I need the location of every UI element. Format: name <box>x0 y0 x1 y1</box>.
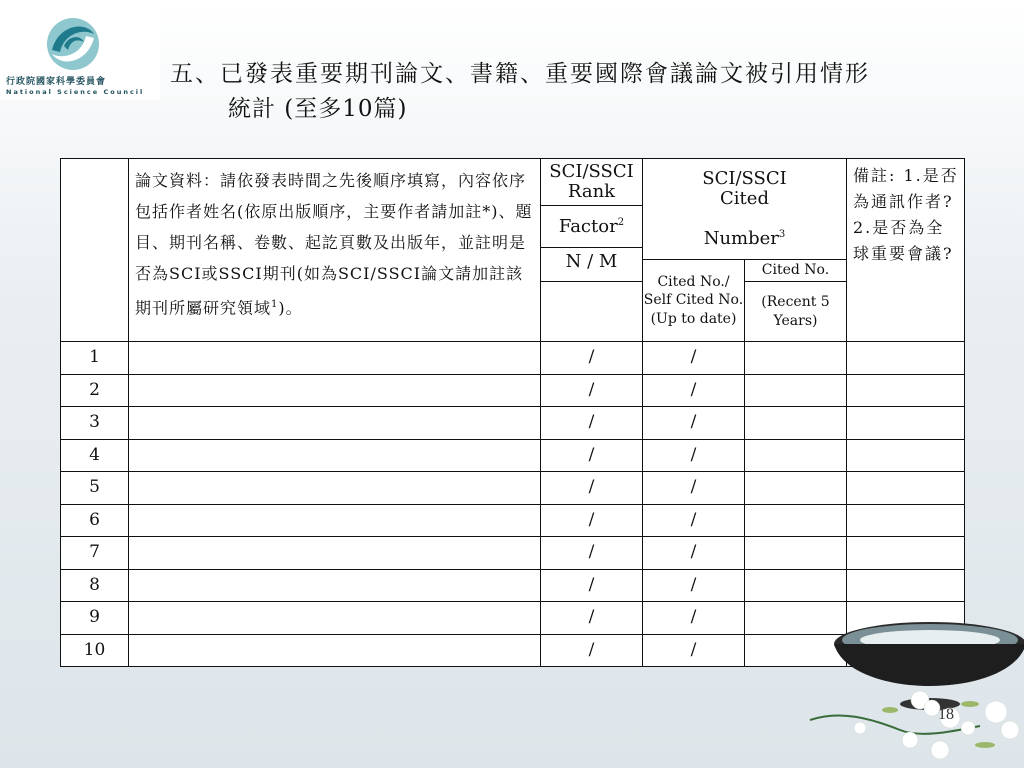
row-number-cell: 5 <box>61 472 129 505</box>
row-paper-info-cell <box>129 602 541 635</box>
row-cited-recent-cell <box>745 439 847 472</box>
row-number-cell: 6 <box>61 504 129 537</box>
cited-line3: Number <box>703 227 779 249</box>
row-paper-info-cell <box>129 407 541 440</box>
row-number-cell: 9 <box>61 602 129 635</box>
row-cited-self-cell: / <box>643 439 745 472</box>
header-cited-recent-a: Cited No. <box>745 260 847 282</box>
row-paper-info-cell <box>129 504 541 537</box>
row-remark-cell <box>847 504 965 537</box>
header-cited-recent-b: (Recent 5 Years) <box>745 282 847 342</box>
row-cited-self-cell: / <box>643 342 745 375</box>
header-row <box>61 159 965 206</box>
table-row <box>61 374 965 407</box>
cited-line2: Cited <box>720 188 769 210</box>
row-paper-info-cell <box>129 374 541 407</box>
row-paper-info-cell <box>129 472 541 505</box>
row-cited-self-cell: / <box>643 407 745 440</box>
table-row <box>61 439 965 472</box>
header-cited-self: Cited No./ Self Cited No. (Up to date) <box>643 260 745 342</box>
row-cited-self-cell: / <box>643 634 745 667</box>
table-row <box>61 472 965 505</box>
row-rank-cell: / <box>541 537 643 570</box>
row-cited-recent-cell <box>745 407 847 440</box>
header-description <box>129 159 541 342</box>
description-text: 論文資料：請依發表時間之先後順序填寫，內容依序包括作者姓名(依原出版順序，主要作者請加註*)、題目、期刊名稱、卷數、起訖頁數及出版年，並註明是否為SCI或SSCI期刊(如為SCI/SSCI論文請加註該期刊所屬研究領域 <box>135 171 533 318</box>
citation-table <box>60 158 965 667</box>
row-cited-recent-cell <box>745 374 847 407</box>
row-remark-cell <box>847 407 965 440</box>
nsc-logo-icon <box>44 16 102 72</box>
header-factor <box>541 206 643 248</box>
row-paper-info-cell <box>129 342 541 375</box>
row-cited-recent-cell <box>745 504 847 537</box>
table-row <box>61 504 965 537</box>
header-rank: SCI/SSCI Rank <box>541 159 643 206</box>
row-number-cell: 2 <box>61 374 129 407</box>
row-rank-cell: / <box>541 407 643 440</box>
row-number-cell: 8 <box>61 569 129 602</box>
row-cited-self-cell: / <box>643 569 745 602</box>
row-number-cell: 10 <box>61 634 129 667</box>
row-remark-cell <box>847 537 965 570</box>
header-remark: 備註: 1.是否為通訊作者? 2.是否為全球重要會議? <box>847 159 965 342</box>
cited-line1: SCI/SSCI <box>702 168 787 190</box>
decorative-bowl-image <box>800 600 1024 768</box>
logo-name-en: National Science Council <box>6 88 145 96</box>
row-paper-info-cell <box>129 537 541 570</box>
factor-label: Factor <box>558 215 618 237</box>
row-rank-cell: / <box>541 602 643 635</box>
header-nm-blank <box>541 282 643 342</box>
description-end: )。 <box>278 298 303 318</box>
slide-title-line1: 五、已發表重要期刊論文、書籍、重要國際會議論文被引用情形 <box>170 61 870 87</box>
row-remark-cell <box>847 569 965 602</box>
page-number: 18 <box>938 706 954 723</box>
row-cited-self-cell: / <box>643 537 745 570</box>
row-paper-info-cell <box>129 569 541 602</box>
row-paper-info-cell <box>129 634 541 667</box>
row-number-cell: 1 <box>61 342 129 375</box>
row-remark-cell <box>847 472 965 505</box>
row-rank-cell: / <box>541 342 643 375</box>
row-cited-recent-cell <box>745 537 847 570</box>
row-rank-cell: / <box>541 569 643 602</box>
header-cited-number <box>643 159 847 260</box>
row-cited-self-cell: / <box>643 602 745 635</box>
slide-title-line2: 統計 (至多10篇) <box>228 96 408 122</box>
row-cited-recent-cell <box>745 472 847 505</box>
row-rank-cell: / <box>541 472 643 505</box>
row-number-cell: 3 <box>61 407 129 440</box>
row-cited-self-cell: / <box>643 472 745 505</box>
table-row <box>61 342 965 375</box>
nsc-logo <box>0 0 160 100</box>
description-sup: 1 <box>271 299 279 310</box>
row-rank-cell: / <box>541 504 643 537</box>
logo-name-zh: 行政院國家科學委員會 <box>6 77 107 87</box>
row-cited-self-cell: / <box>643 374 745 407</box>
row-rank-cell: / <box>541 439 643 472</box>
row-rank-cell: / <box>541 374 643 407</box>
row-cited-recent-cell <box>745 342 847 375</box>
table-row <box>61 537 965 570</box>
factor-sup: 2 <box>617 216 625 228</box>
row-remark-cell <box>847 374 965 407</box>
header-number-cell <box>61 159 129 342</box>
table-row <box>61 569 965 602</box>
row-cited-self-cell: / <box>643 504 745 537</box>
row-remark-cell <box>847 439 965 472</box>
row-remark-cell <box>847 342 965 375</box>
row-rank-cell: / <box>541 634 643 667</box>
cited-sup: 3 <box>778 228 786 240</box>
row-number-cell: 7 <box>61 537 129 570</box>
table-row <box>61 407 965 440</box>
row-number-cell: 4 <box>61 439 129 472</box>
header-nm: N / M <box>541 248 643 282</box>
row-paper-info-cell <box>129 439 541 472</box>
row-cited-recent-cell <box>745 569 847 602</box>
